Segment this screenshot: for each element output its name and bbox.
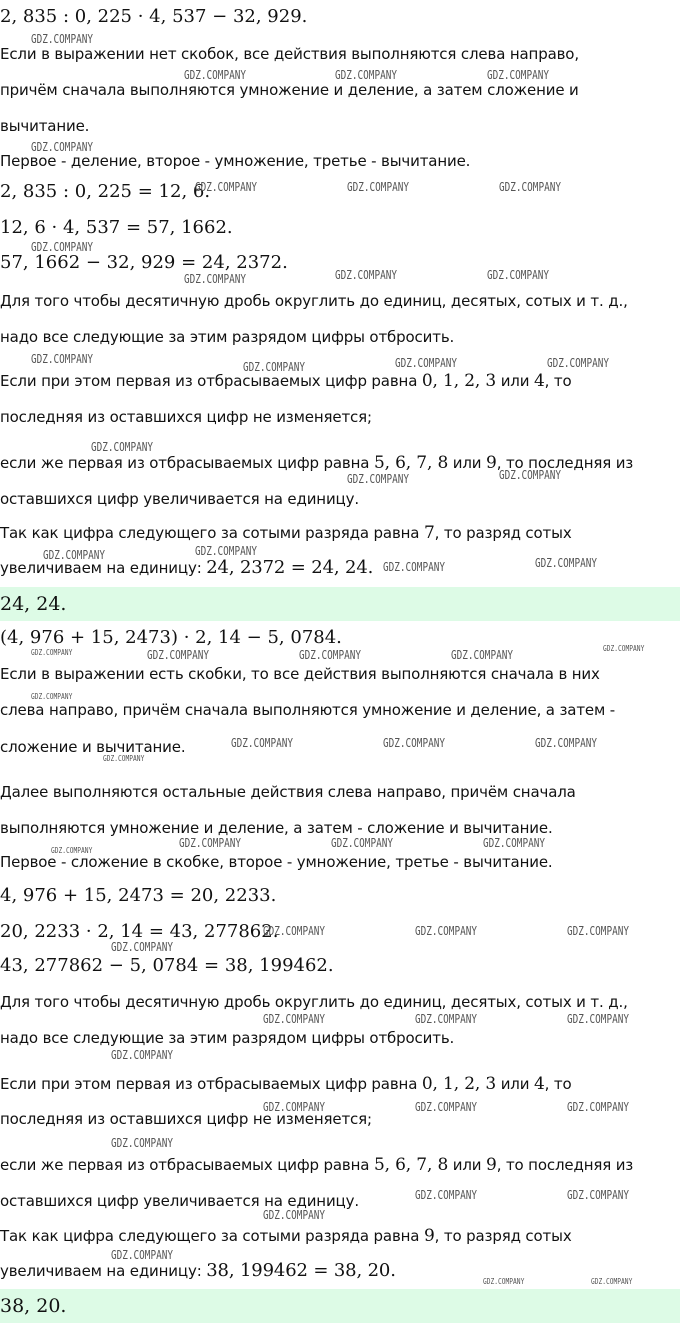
task1-round-line-3 (0, 370, 680, 392)
watermark: GDZ.COMPANY (231, 736, 293, 750)
task1-round-line-6: оставшихся цифр увеличивается на единицу. (0, 490, 359, 508)
task1-round-5-pre: если же первая из отбрасываемых цифр равна (0, 454, 370, 472)
watermark: GDZ.COMPANY (31, 32, 93, 46)
watermark: GDZ.COMPANY (111, 1136, 173, 1150)
task1-increase-pre: увеличиваем на единицу: (0, 559, 202, 577)
task2-round-5-pre: если же первая из отбрасываемых цифр равна (0, 1156, 370, 1174)
task2-round-3-digits: 0, 1, 2, 3 (421, 1074, 497, 1094)
watermark: GDZ.COMPANY (147, 648, 209, 662)
watermark: GDZ.COMPANY (415, 1188, 477, 1202)
watermark: GDZ.COMPANY (335, 268, 397, 282)
task2-since-line (0, 1225, 680, 1247)
task1-since-line (0, 522, 680, 544)
watermark: GDZ.COMPANY (31, 240, 93, 254)
watermark: GDZ.COMPANY (483, 1277, 525, 1286)
watermark: GDZ.COMPANY (103, 754, 145, 763)
task1-increase-math: 24, 2372 = 24, 24. (206, 557, 374, 578)
watermark: GDZ.COMPANY (547, 356, 609, 370)
watermark: GDZ.COMPANY (31, 692, 73, 701)
task2-round-3-post: , то (544, 1075, 572, 1093)
task1-rule-line-1: Если в выражении нет скобок, все действия выполняются слева направо, (0, 45, 579, 63)
task2-answer-box (0, 1289, 680, 1323)
watermark: GDZ.COMPANY (535, 556, 597, 570)
task1-round-3-pre: Если при этом первая из отбрасываемых цифр равна (0, 372, 418, 390)
watermark: GDZ.COMPANY (184, 68, 246, 82)
watermark: GDZ.COMPANY (395, 356, 457, 370)
watermark: GDZ.COMPANY (263, 1208, 325, 1222)
task1-since-digit: 7 (423, 523, 435, 543)
watermark: GDZ.COMPANY (111, 940, 173, 954)
watermark: GDZ.COMPANY (483, 836, 545, 850)
task2-round-line-1: Для того чтобы десятичную дробь округлить до единиц, десятых, сотых и т. д., (0, 993, 628, 1011)
task2-round-5-or: или (452, 1156, 482, 1174)
task2-round-line-6: оставшихся цифр увеличивается на единицу. (0, 1192, 359, 1210)
watermark: GDZ.COMPANY (263, 1012, 325, 1026)
watermark: GDZ.COMPANY (415, 1012, 477, 1026)
task1-round-line-5 (0, 452, 680, 474)
watermark: GDZ.COMPANY (335, 68, 397, 82)
watermark: GDZ.COMPANY (195, 544, 257, 558)
watermark: GDZ.COMPANY (299, 648, 361, 662)
task2-since-digit: 9 (423, 1226, 435, 1246)
task2-round-line-2: надо все следующие за этим разрядом цифры отбросить. (0, 1029, 455, 1047)
task1-step-2: 12, 6 · 4, 537 = 57, 1662. (0, 217, 233, 238)
watermark: GDZ.COMPANY (195, 180, 257, 194)
watermark: GDZ.COMPANY (499, 180, 561, 194)
task2-since-pre: Так как цифра следующего за сотыми разряда равна (0, 1227, 420, 1245)
task1-round-line-2: надо все следующие за этим разрядом цифры отбросить. (0, 328, 455, 346)
watermark: GDZ.COMPANY (347, 472, 409, 486)
task1-round-3-digits: 0, 1, 2, 3 (421, 371, 497, 391)
task1-round-3-post: , то (544, 372, 572, 390)
watermark: GDZ.COMPANY (31, 648, 73, 657)
watermark: GDZ.COMPANY (499, 468, 561, 482)
task1-round-3-or: или (500, 372, 530, 390)
task1-answer: 24, 24. (0, 593, 67, 615)
task2-increase-pre: увеличиваем на единицу: (0, 1262, 202, 1280)
task1-step-3: 57, 1662 − 32, 929 = 24, 2372. (0, 252, 288, 273)
task2-step-2: 20, 2233 · 2, 14 = 43, 277862. (0, 921, 279, 942)
task1-round-5-last: 9 (486, 453, 497, 473)
task2-step-1: 4, 976 + 15, 2473 = 20, 2233. (0, 885, 277, 906)
watermark: GDZ.COMPANY (91, 440, 153, 454)
task2-round-3-last: 4 (533, 1074, 545, 1094)
watermark: GDZ.COMPANY (567, 1188, 629, 1202)
watermark: GDZ.COMPANY (383, 736, 445, 750)
task2-order: Первое - сложение в скобке, второе - умножение, третье - вычитание. (0, 853, 553, 871)
watermark: GDZ.COMPANY (243, 360, 305, 374)
task1-step-1: 2, 835 : 0, 225 = 12, 6. (0, 181, 211, 202)
watermark: GDZ.COMPANY (179, 836, 241, 850)
task1-round-5-digits: 5, 6, 7, 8 (373, 453, 449, 473)
task2-round-3-or: или (500, 1075, 530, 1093)
watermark: GDZ.COMPANY (415, 924, 477, 938)
task2-rule-line-1: Если в выражении есть скобки, то все действия выполняются сначала в них (0, 665, 600, 683)
watermark: GDZ.COMPANY (31, 352, 93, 366)
watermark: GDZ.COMPANY (383, 560, 445, 574)
watermark: GDZ.COMPANY (263, 1100, 325, 1114)
watermark: GDZ.COMPANY (51, 846, 93, 855)
task2-increase-math: 38, 199462 = 38, 20. (206, 1260, 396, 1281)
watermark: GDZ.COMPANY (535, 736, 597, 750)
task2-round-5-last: 9 (486, 1155, 497, 1175)
task2-expression: (4, 976 + 15, 2473) · 2, 14 − 5, 0784. (0, 627, 342, 648)
watermark: GDZ.COMPANY (347, 180, 409, 194)
watermark: GDZ.COMPANY (603, 644, 645, 653)
watermark: GDZ.COMPANY (43, 548, 105, 562)
task2-round-line-3 (0, 1073, 680, 1095)
watermark: GDZ.COMPANY (331, 836, 393, 850)
watermark: GDZ.COMPANY (263, 924, 325, 938)
task2-round-line-4: последняя из оставшихся цифр не изменяется; (0, 1110, 372, 1128)
task2-round-5-digits: 5, 6, 7, 8 (373, 1155, 449, 1175)
watermark: GDZ.COMPANY (487, 268, 549, 282)
watermark: GDZ.COMPANY (31, 140, 93, 154)
task2-since-post: , то разряд сотых (434, 1227, 572, 1245)
task2-step-3: 43, 277862 − 5, 0784 = 38, 199462. (0, 955, 334, 976)
task1-since-pre: Так как цифра следующего за сотыми разряда равна (0, 524, 420, 542)
task2-round-3-pre: Если при этом первая из отбрасываемых цифр равна (0, 1075, 418, 1093)
task1-round-line-1: Для того чтобы десятичную дробь округлить до единиц, десятых, сотых и т. д., (0, 292, 628, 310)
task2-rule-line-2: слева направо, причём сначала выполняются умножение и деление, а затем - (0, 701, 616, 719)
task1-round-5-or: или (452, 454, 482, 472)
watermark: GDZ.COMPANY (591, 1277, 633, 1286)
task1-rule-line-3: вычитание. (0, 117, 90, 135)
task2-round-5-post: , то последняя из (496, 1156, 634, 1174)
task2-answer: 38, 20. (0, 1295, 67, 1317)
watermark: GDZ.COMPANY (487, 68, 549, 82)
task1-round-line-4: последняя из оставшихся цифр не изменяется; (0, 408, 372, 426)
watermark: GDZ.COMPANY (567, 924, 629, 938)
task2-rule-line-5: выполняются умножение и деление, а затем - сложение и вычитание. (0, 819, 553, 837)
task2-round-line-5 (0, 1154, 680, 1176)
task2-rule-line-4: Далее выполняются остальные действия слева направо, причём сначала (0, 783, 576, 801)
task1-rule-line-2: причём сначала выполняются умножение и деление, а затем сложение и (0, 81, 579, 99)
task1-order: Первое - деление, второе - умножение, третье - вычитание. (0, 152, 471, 170)
task2-increase-line (0, 1260, 680, 1282)
task1-since-post: , то разряд сотых (434, 524, 572, 542)
watermark: GDZ.COMPANY (184, 272, 246, 286)
watermark: GDZ.COMPANY (111, 1248, 173, 1262)
task1-round-3-last: 4 (533, 371, 545, 391)
watermark: GDZ.COMPANY (111, 1048, 173, 1062)
task2-rule-line-3: сложение и вычитание. (0, 738, 186, 756)
task1-round-5-post: , то последняя из (496, 454, 634, 472)
watermark: GDZ.COMPANY (567, 1012, 629, 1026)
task1-answer-box (0, 587, 680, 621)
watermark: GDZ.COMPANY (415, 1100, 477, 1114)
task1-expression: 2, 835 : 0, 225 · 4, 537 − 32, 929. (0, 6, 308, 27)
watermark: GDZ.COMPANY (451, 648, 513, 662)
watermark: GDZ.COMPANY (567, 1100, 629, 1114)
